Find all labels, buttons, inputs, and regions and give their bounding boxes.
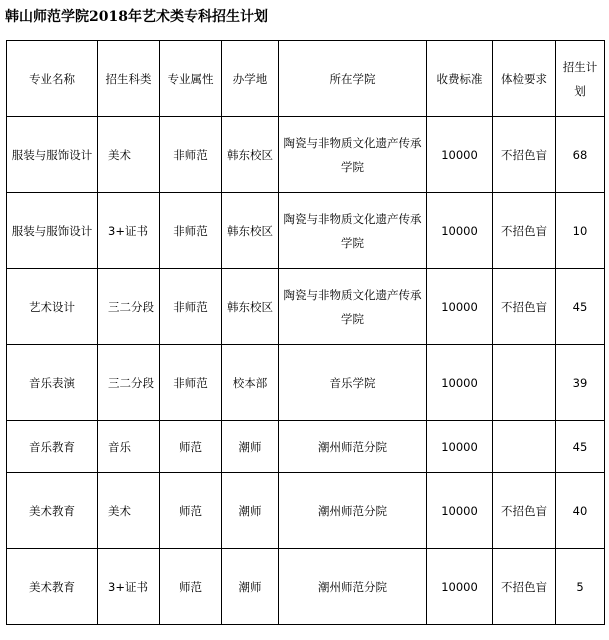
cell-category: 3+证书 bbox=[98, 193, 160, 269]
cell-college: 陶瓷与非物质文化遗产传承学院 bbox=[279, 269, 427, 345]
cell-campus: 韩东校区 bbox=[222, 269, 279, 345]
cell-college: 陶瓷与非物质文化遗产传承学院 bbox=[279, 193, 427, 269]
cell-category: 美术 bbox=[98, 473, 160, 549]
table-row bbox=[7, 269, 605, 345]
header-health: 体检要求 bbox=[493, 41, 556, 117]
cell-campus: 潮师 bbox=[222, 421, 279, 473]
cell-plan: 40 bbox=[556, 473, 605, 549]
cell-major: 美术教育 bbox=[7, 473, 98, 549]
cell-attribute: 非师范 bbox=[160, 345, 222, 421]
cell-college: 音乐学院 bbox=[279, 345, 427, 421]
cell-category: 美术 bbox=[98, 117, 160, 193]
cell-fee: 10000 bbox=[427, 421, 493, 473]
table-row bbox=[7, 473, 605, 549]
header-category: 招生科类 bbox=[98, 41, 160, 117]
header-attribute: 专业属性 bbox=[160, 41, 222, 117]
cell-major: 音乐教育 bbox=[7, 421, 98, 473]
cell-college: 潮州师范分院 bbox=[279, 473, 427, 549]
cell-attribute: 师范 bbox=[160, 549, 222, 625]
cell-health: 不招色盲 bbox=[493, 549, 556, 625]
cell-attribute: 师范 bbox=[160, 473, 222, 549]
cell-plan: 45 bbox=[556, 269, 605, 345]
cell-fee: 10000 bbox=[427, 549, 493, 625]
table-row bbox=[7, 193, 605, 269]
cell-category: 三二分段 bbox=[98, 269, 160, 345]
cell-health: 不招色盲 bbox=[493, 193, 556, 269]
cell-plan: 10 bbox=[556, 193, 605, 269]
cell-fee: 10000 bbox=[427, 345, 493, 421]
cell-attribute: 非师范 bbox=[160, 193, 222, 269]
cell-health bbox=[493, 421, 556, 473]
cell-plan: 68 bbox=[556, 117, 605, 193]
cell-campus: 潮师 bbox=[222, 473, 279, 549]
header-fee: 收费标准 bbox=[427, 41, 493, 117]
cell-major: 服装与服饰设计 bbox=[7, 193, 98, 269]
cell-plan: 5 bbox=[556, 549, 605, 625]
cell-health: 不招色盲 bbox=[493, 269, 556, 345]
cell-campus: 韩东校区 bbox=[222, 117, 279, 193]
table-row bbox=[7, 345, 605, 421]
cell-fee: 10000 bbox=[427, 473, 493, 549]
cell-fee: 10000 bbox=[427, 117, 493, 193]
cell-college: 潮州师范分院 bbox=[279, 549, 427, 625]
cell-major: 艺术设计 bbox=[7, 269, 98, 345]
table-row bbox=[7, 421, 605, 473]
cell-attribute: 非师范 bbox=[160, 117, 222, 193]
cell-campus: 校本部 bbox=[222, 345, 279, 421]
cell-fee: 10000 bbox=[427, 269, 493, 345]
header-college: 所在学院 bbox=[279, 41, 427, 117]
cell-attribute: 非师范 bbox=[160, 269, 222, 345]
cell-category: 3+证书 bbox=[98, 549, 160, 625]
cell-health bbox=[493, 345, 556, 421]
cell-major: 音乐表演 bbox=[7, 345, 98, 421]
cell-campus: 潮师 bbox=[222, 549, 279, 625]
cell-category: 音乐 bbox=[98, 421, 160, 473]
table-header-row bbox=[7, 41, 605, 117]
cell-plan: 45 bbox=[556, 421, 605, 473]
enrollment-plan-table bbox=[6, 40, 605, 625]
cell-fee: 10000 bbox=[427, 193, 493, 269]
header-campus: 办学地 bbox=[222, 41, 279, 117]
table-row bbox=[7, 549, 605, 625]
table-row bbox=[7, 117, 605, 193]
header-major: 专业名称 bbox=[7, 41, 98, 117]
cell-college: 陶瓷与非物质文化遗产传承学院 bbox=[279, 117, 427, 193]
cell-health: 不招色盲 bbox=[493, 117, 556, 193]
header-plan: 招生计划 bbox=[556, 41, 605, 117]
cell-major: 服装与服饰设计 bbox=[7, 117, 98, 193]
cell-plan: 39 bbox=[556, 345, 605, 421]
cell-campus: 韩东校区 bbox=[222, 193, 279, 269]
cell-attribute: 师范 bbox=[160, 421, 222, 473]
cell-college: 潮州师范分院 bbox=[279, 421, 427, 473]
cell-category: 三二分段 bbox=[98, 345, 160, 421]
page-title: 韩山师范学院2018年艺术类专科招生计划 bbox=[5, 9, 268, 25]
cell-major: 美术教育 bbox=[7, 549, 98, 625]
cell-health: 不招色盲 bbox=[493, 473, 556, 549]
